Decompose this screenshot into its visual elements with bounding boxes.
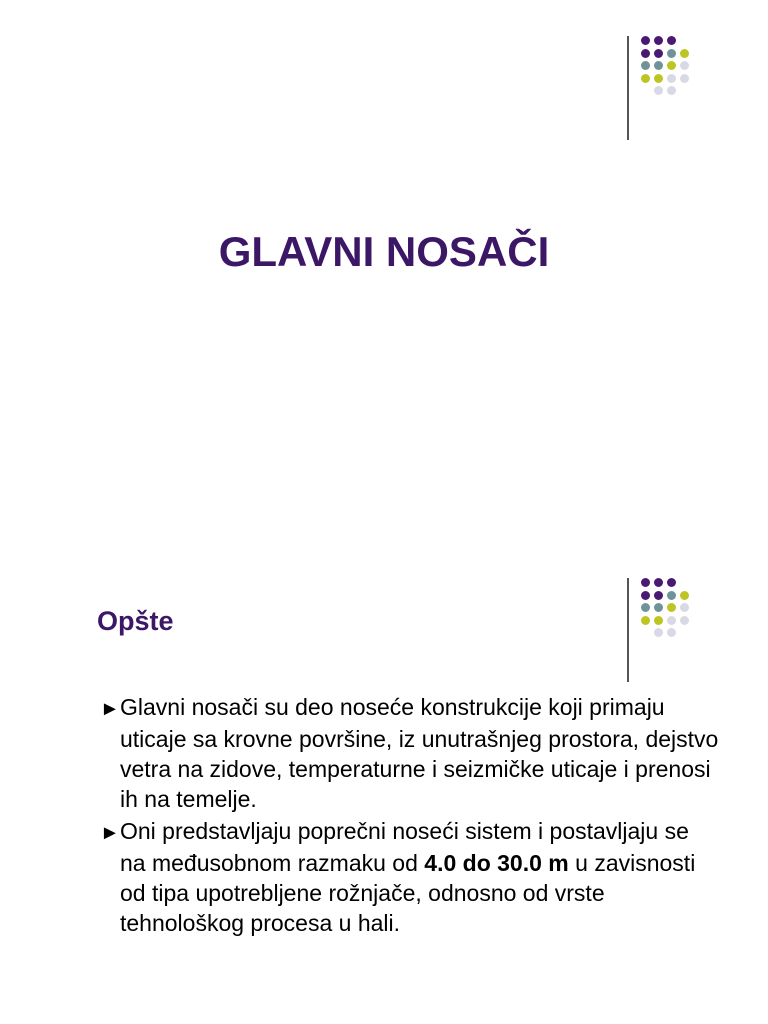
slide-heading: Opšte [97,606,174,636]
decorative-dot [680,591,689,600]
decorative-dot [667,578,676,587]
bullet-text: Oni predstavljaju poprečni noseći sistem i postavljaju se na međusobnom razmaku od [120,818,689,876]
decorative-dot [667,49,676,58]
decorative-dot [654,628,663,637]
decorative-dot [654,86,663,95]
content-slide [0,512,768,1024]
decorative-dot [641,49,650,58]
decorative-dot [654,603,663,612]
bullet-text: Glavni nosači su deo noseće konstrukcije koji primaju uticaje sa krovne površine, iz unutrašnjeg prostora, dejstvo vetra na zidove, temperaturne i seizmičke uticaje i prenosi ih na temelje. [120,694,719,812]
decorative-dot [667,61,676,70]
decorative-dot [680,74,689,83]
bullet-arrow-icon: ► [100,822,120,844]
decorative-dot-grid [627,578,703,682]
bullet-bold-range: 4.0 do 30.0 m [424,850,569,876]
decorative-dot [641,591,650,600]
decorative-dot [667,86,676,95]
bullet-item [100,816,720,938]
decorative-dot [654,49,663,58]
decorative-dot [654,74,663,83]
decorative-dot [667,74,676,83]
decorative-dot [641,36,650,45]
bullet-text: u zavisnosti od tipa upotrebljene rožnjače, odnosno od vrste tehnološkog procesa u hali. [120,850,696,936]
decorative-dot [667,628,676,637]
decorative-dot [667,603,676,612]
bullet-item [100,692,720,814]
decorative-dot [654,36,663,45]
decorative-dot [654,616,663,625]
decorative-dot [667,591,676,600]
decorative-vertical-line [627,578,629,682]
decorative-dot [680,61,689,70]
decorative-vertical-line [627,36,629,140]
decorative-dot [641,616,650,625]
decorative-dot [654,61,663,70]
decorative-dot [654,591,663,600]
decorative-dot-grid [627,36,703,140]
decorative-dot [667,616,676,625]
decorative-dot [680,49,689,58]
bullet-list [100,692,720,940]
decorative-dot [641,74,650,83]
decorative-dot [641,61,650,70]
decorative-dot [654,578,663,587]
slide-title: GLAVNI NOSAČI [218,228,550,275]
decorative-dot [680,603,689,612]
decorative-dot [667,36,676,45]
decorative-dot [641,578,650,587]
decorative-dot [641,603,650,612]
bullet-arrow-icon: ► [100,698,120,720]
decorative-dot [680,616,689,625]
